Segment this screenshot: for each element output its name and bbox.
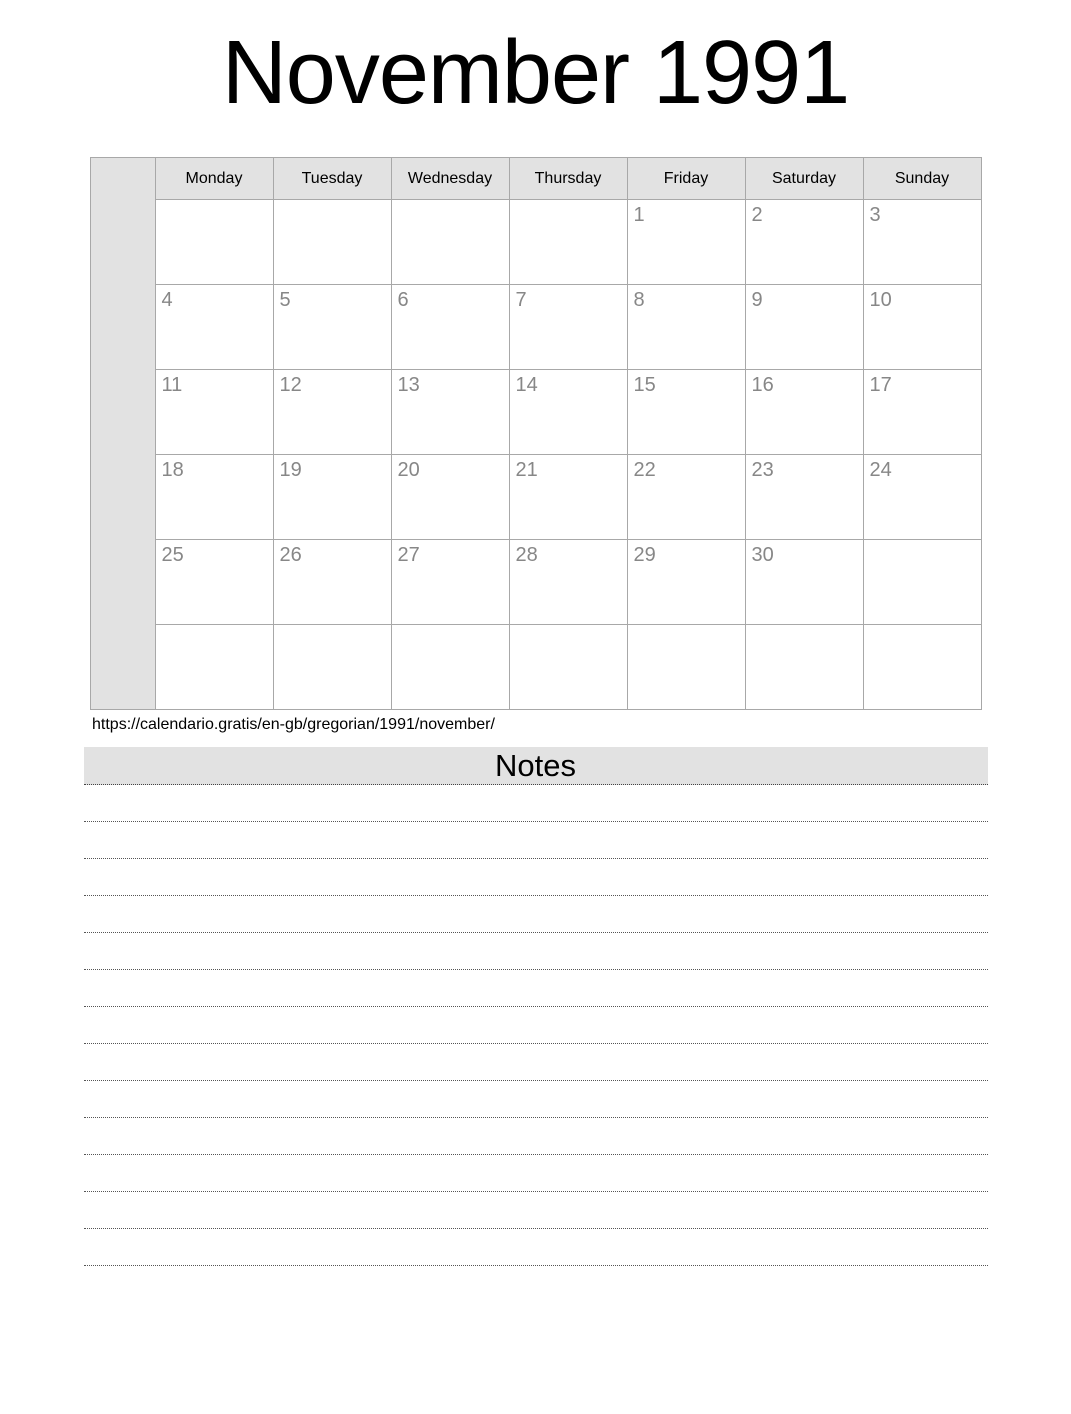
day-header-friday: Friday: [627, 158, 745, 200]
day-cell-14: [509, 370, 627, 455]
week-number-strip: [90, 158, 155, 710]
day-number: 11: [161, 374, 183, 396]
day-cell-10: [863, 285, 981, 370]
day-cell-13: [391, 370, 509, 455]
day-cell-11: [155, 370, 273, 455]
day-header-monday: Monday: [155, 158, 273, 200]
day-cell-7: [509, 285, 627, 370]
day-number: 24: [869, 459, 892, 481]
day-number: 16: [751, 374, 774, 396]
day-number: 2: [751, 204, 763, 226]
day-header-wednesday: Wednesday: [391, 158, 509, 200]
day-cell-5: [273, 285, 391, 370]
calendar-table: [90, 157, 982, 710]
day-number: 25: [161, 544, 184, 566]
week-row: [90, 200, 981, 285]
day-number: 27: [397, 544, 420, 566]
day-cell-empty: [273, 200, 391, 285]
note-line: [84, 785, 988, 822]
day-cell-2: [745, 200, 863, 285]
day-cell-empty: [509, 625, 627, 710]
week-row: [90, 285, 981, 370]
note-lines: [84, 785, 988, 1266]
day-cell-21: [509, 455, 627, 540]
day-cell-9: [745, 285, 863, 370]
day-cell-30: [745, 540, 863, 625]
day-cell-empty: [627, 625, 745, 710]
day-number: 18: [161, 459, 184, 481]
note-line: [84, 970, 988, 1007]
day-number: 22: [633, 459, 656, 481]
day-cell-26: [273, 540, 391, 625]
day-number: 19: [279, 459, 302, 481]
week-row: [90, 455, 981, 540]
note-line: [84, 1118, 988, 1155]
day-cell-empty: [863, 625, 981, 710]
source-url: https://calendario.gratis/en-gb/gregorian/1991/november/: [92, 716, 495, 733]
day-number: 13: [397, 374, 420, 396]
day-header-tuesday: Tuesday: [273, 158, 391, 200]
day-cell-16: [745, 370, 863, 455]
day-cell-29: [627, 540, 745, 625]
day-cell-empty: [155, 200, 273, 285]
day-cell-empty: [155, 625, 273, 710]
day-header-saturday: Saturday: [745, 158, 863, 200]
day-cell-empty: [745, 625, 863, 710]
day-number: 23: [751, 459, 774, 481]
note-line: [84, 896, 988, 933]
day-number: 5: [279, 289, 291, 311]
day-cell-empty: [391, 200, 509, 285]
day-header-thursday: Thursday: [509, 158, 627, 200]
day-number: 3: [869, 204, 881, 226]
day-number: 28: [515, 544, 538, 566]
note-line: [84, 1192, 988, 1229]
day-cell-empty: [863, 540, 981, 625]
day-number: 1: [633, 204, 645, 226]
day-cell-25: [155, 540, 273, 625]
day-number: 10: [869, 289, 892, 311]
notes-title: Notes: [495, 748, 576, 783]
note-line: [84, 1155, 988, 1192]
day-cell-15: [627, 370, 745, 455]
day-cell-20: [391, 455, 509, 540]
day-cell-6: [391, 285, 509, 370]
day-number: 12: [279, 374, 302, 396]
day-number: 30: [751, 544, 774, 566]
notes-section: [84, 747, 988, 1266]
day-cell-18: [155, 455, 273, 540]
day-cell-23: [745, 455, 863, 540]
day-cell-12: [273, 370, 391, 455]
note-line: [84, 1081, 988, 1118]
day-number: 4: [161, 289, 173, 311]
day-cell-4: [155, 285, 273, 370]
day-number: 7: [515, 289, 527, 311]
day-cell-24: [863, 455, 981, 540]
week-row: [90, 625, 981, 710]
day-cell-27: [391, 540, 509, 625]
day-cell-8: [627, 285, 745, 370]
day-number: 21: [515, 459, 538, 481]
day-number: 9: [751, 289, 763, 311]
note-line: [84, 822, 988, 859]
day-number: 29: [633, 544, 656, 566]
day-cell-28: [509, 540, 627, 625]
day-cell-19: [273, 455, 391, 540]
day-number: 15: [633, 374, 656, 396]
day-number: 14: [515, 374, 538, 396]
note-line: [84, 1044, 988, 1081]
day-number: 20: [397, 459, 420, 481]
day-number: 17: [869, 374, 892, 396]
week-row: [90, 370, 981, 455]
day-cell-empty: [391, 625, 509, 710]
day-cell-3: [863, 200, 981, 285]
day-cell-1: [627, 200, 745, 285]
day-number: 6: [397, 289, 409, 311]
day-cell-empty: [273, 625, 391, 710]
note-line: [84, 1229, 988, 1266]
day-cell-empty: [509, 200, 627, 285]
day-number: 26: [279, 544, 302, 566]
note-line: [84, 933, 988, 970]
day-cell-17: [863, 370, 981, 455]
day-cell-22: [627, 455, 745, 540]
day-number: 8: [633, 289, 645, 311]
note-line: [84, 1007, 988, 1044]
week-row: [90, 540, 981, 625]
note-line: [84, 859, 988, 896]
day-header-sunday: Sunday: [863, 158, 981, 200]
notes-header: [84, 747, 988, 785]
page-title: November 1991: [221, 23, 850, 123]
